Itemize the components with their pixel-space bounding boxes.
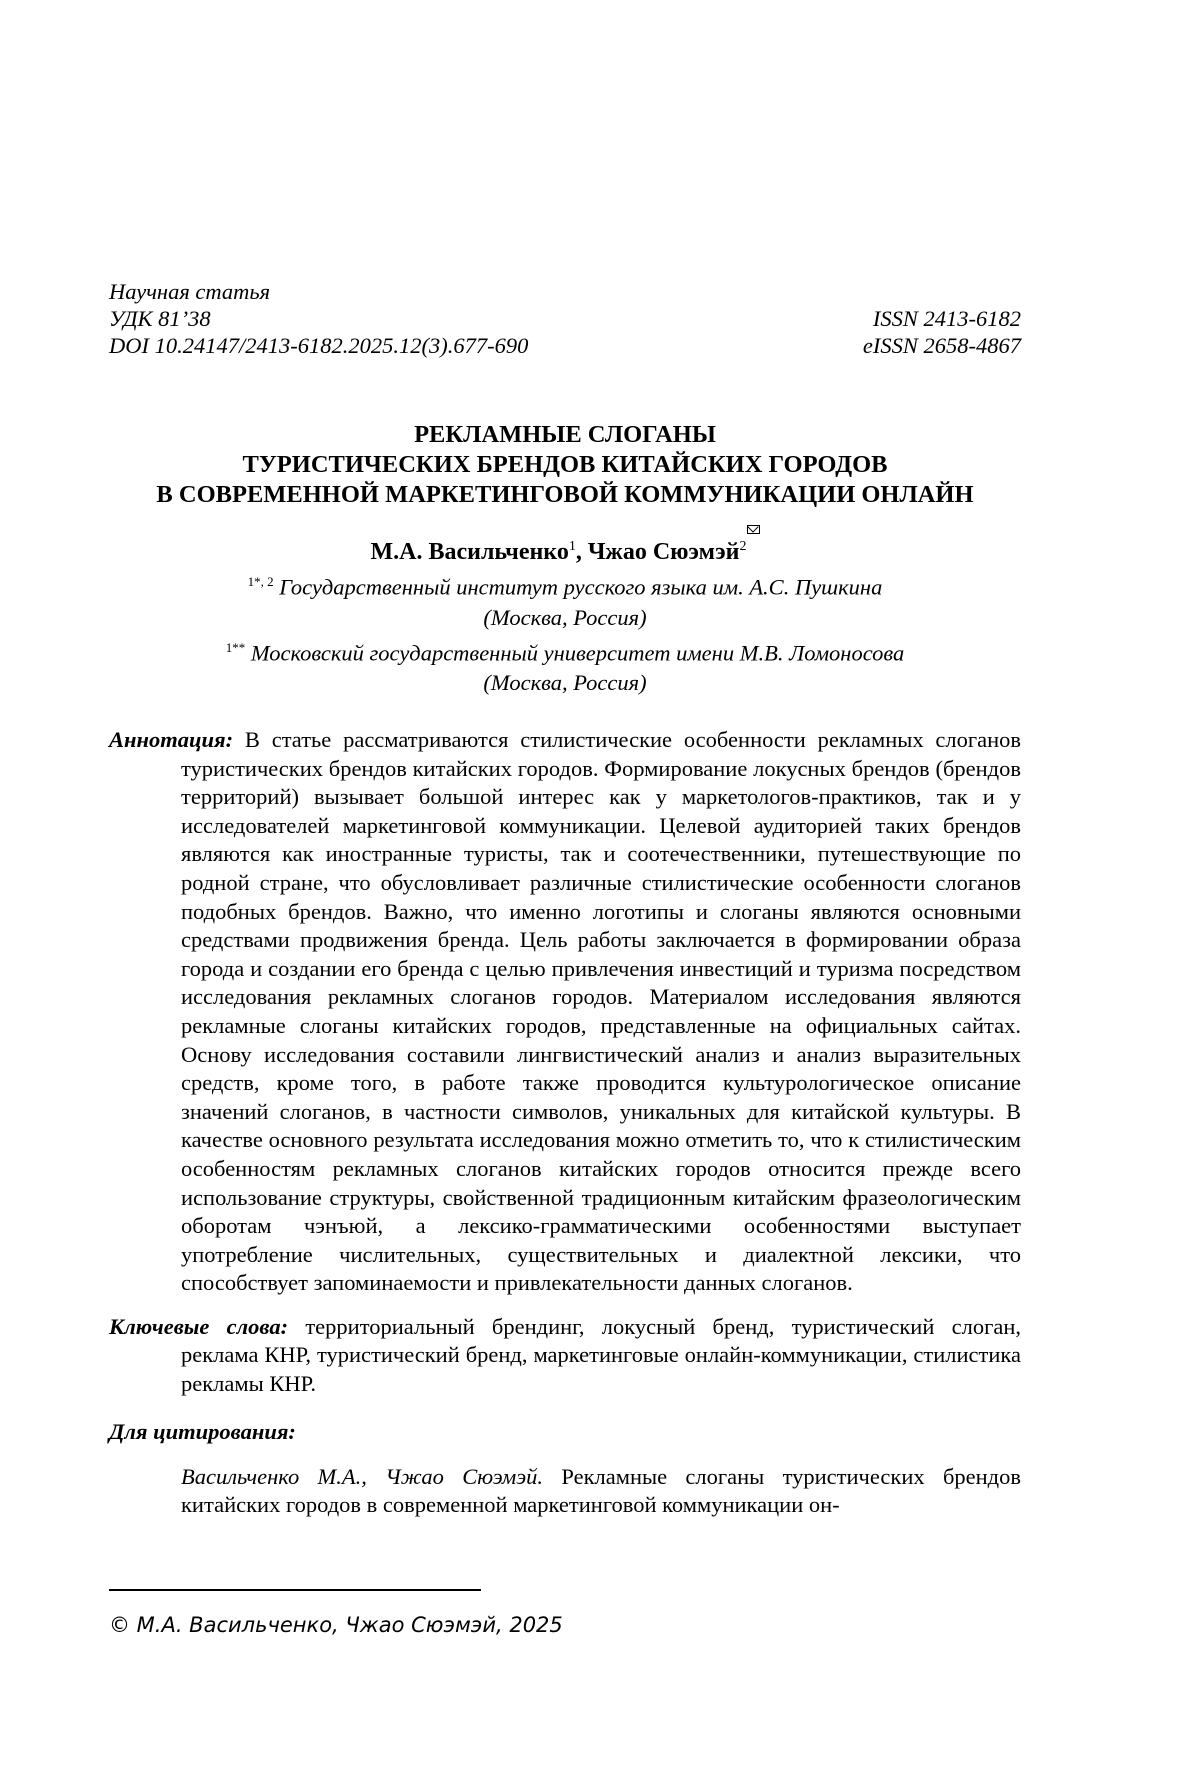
citation-body bbox=[109, 1463, 1021, 1520]
affiliation-1-marker: 1*, 2 bbox=[247, 574, 274, 589]
citation-authors: Васильченко М.А., Чжао Сюэмэй. bbox=[181, 1463, 544, 1489]
affiliation-2-marker: 1** bbox=[225, 639, 246, 655]
affiliation-1-city: (Москва, Россия) bbox=[483, 604, 647, 630]
title-line-3: В СОВРЕМЕННОЙ МАРКЕТИНГОВОЙ КОММУНИКАЦИИ ОНЛАЙН bbox=[156, 481, 974, 508]
keywords bbox=[109, 1313, 1021, 1399]
meta-row-2 bbox=[109, 332, 1021, 359]
author-separator: , bbox=[575, 539, 588, 565]
affiliation-2-name: Московский государственный университет имени М.В. Ломоносова bbox=[250, 640, 905, 665]
abstract-label: Аннотация: bbox=[109, 727, 234, 752]
eissn: eISSN 2658-4867 bbox=[862, 333, 1021, 358]
author-1: М.А. Васильченко bbox=[370, 539, 569, 565]
title-line-1: РЕКЛАМНЫЕ СЛОГАНЫ bbox=[414, 421, 716, 448]
doi: DOI 10.24147/2413-6182.2025.12(3).677-690 bbox=[109, 333, 529, 358]
affiliation-2-city: (Москва, Россия) bbox=[483, 670, 647, 695]
keywords-label: Ключевые слова: bbox=[109, 1313, 289, 1339]
issn: ISSN 2413-6182 bbox=[872, 306, 1021, 331]
keywords-text: территориальный брендинг, локусный бренд, туристический слоган, реклама КНР, туристический бренд, маркетинговые онлайн-коммуникации, стилистика рекламы КНР. bbox=[181, 1313, 1022, 1397]
author-2-affil-marker bbox=[740, 539, 760, 554]
article-type: Научная статья bbox=[109, 279, 271, 304]
udc-code: УДК 81’38 bbox=[109, 306, 211, 331]
article-title bbox=[109, 420, 1021, 510]
citation-text: Рекламные слоганы туристических брендов китайских городов в современной маркетинговой коммуникации он- bbox=[181, 1463, 1021, 1518]
author-2-sup-number: 2 bbox=[739, 539, 747, 554]
meta-row-1 bbox=[109, 305, 1021, 332]
title-line-2: ТУРИСТИЧЕСКИХ БРЕНДОВ КИТАЙСКИХ ГОРОДОВ bbox=[242, 451, 888, 478]
footnote-divider bbox=[109, 1589, 481, 1591]
envelope-icon bbox=[747, 525, 760, 534]
abstract bbox=[109, 726, 1021, 1298]
author-1-affil-marker: 1 bbox=[568, 539, 576, 554]
citation-label: Для цитирования: bbox=[109, 1418, 296, 1444]
article-page bbox=[109, 278, 1021, 1520]
affiliation-1 bbox=[109, 567, 1021, 633]
abstract-text: В статье рассматриваются стилистические особенности рекламных слоганов туристических брендов китайских городов. Формирование локусных брендов (брендов территорий) вызывает большой интерес как у маркетологов-практиков, так и у исследователей маркетинговой коммуникации. Целевой аудиторией таких брендов являются как иностранные туристы, так и соотечественники, путешествующие по родной стране, что обусловливает различные стилистические особенности слоганов подобных брендов. Важно, что именно логотипы и слоганы являются основными средствами продвижения бренда. Цель работы заключается в формировании образа города и создании его бренда с целью привлечения инвестиций и туризма посредством исследования рекламных слоганов городов. Материалом исследования являются рекламные слоганы китайских городов, представленные на официальных сайтах. Основу исследования составили лингвистический анализ и анализ выразительных средств, кроме того, в работе также проводится культурологическое описание значений слоганов, в частности символов, уникальных для китайской культуры. В качестве основного результата исследования можно отметить то, что к стилистическим особенностям рекламных слоганов китайских городов относится прежде всего использование структуры, свойственной традиционным китайским фразеологическим оборотам чэнъюй, а лексико-грамматическими особенностями выступает употребление числительных, существительных и диалектной лексики, что способствует запоминаемости и привлекательности данных слоганов. bbox=[181, 727, 1021, 1296]
affiliation-2 bbox=[109, 633, 1021, 699]
author-2: Чжао Сюэмэй bbox=[587, 539, 740, 565]
affiliation-1-name: Государственный институт русского языка им. А.С. Пушкина bbox=[279, 574, 883, 600]
author-list bbox=[109, 532, 1021, 567]
copyright-notice: © М.А. Васильченко, Чжао Сюэмэй, 2025 bbox=[109, 1613, 563, 1637]
article-metadata bbox=[109, 278, 1021, 359]
